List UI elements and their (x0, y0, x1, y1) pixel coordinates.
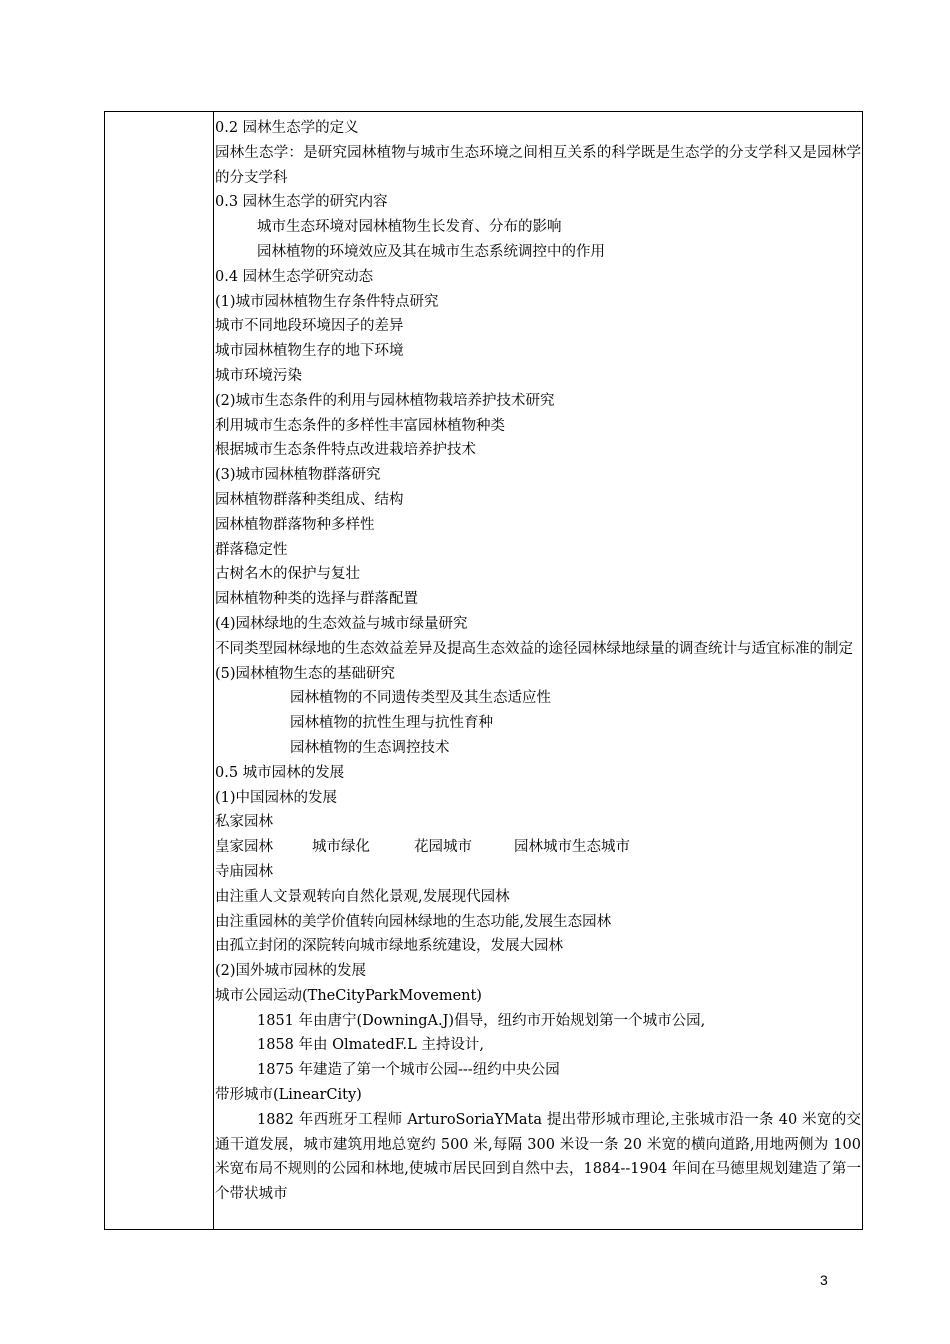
stages-row (215, 835, 861, 860)
content-lines-after (215, 860, 861, 1207)
text-line: 由孤立封闭的深院转向城市绿地系统建设，发展大园林 (215, 938, 563, 955)
text-line: 园林植物的生态调控技术 (290, 739, 450, 756)
text-line: 群落稳定性 (215, 541, 288, 558)
text-line: 城市不同地段环境因子的差异 (215, 318, 404, 335)
text-line: 园林植物的不同遗传类型及其生态适应性 (290, 690, 551, 707)
text-line: 园林生态学：是研究园林植物与城市生态环境之间相互关系的科学既是生态学的分支学科又是园林学的分支学科 (215, 144, 861, 186)
text-line: 1858 年由 OlmatedF.L 主持设计, (257, 1037, 484, 1054)
stage-item: 城市绿化 (312, 839, 370, 856)
text-line: 城市生态环境对园林植物生长发育、分布的影响 (257, 219, 562, 236)
text-line: 园林植物的环境效应及其在城市生态系统调控中的作用 (257, 243, 605, 260)
left-column-cell (105, 112, 214, 1229)
content-lines (215, 116, 861, 835)
text-line: (2)城市生态条件的利用与园林植物栽培养护技术研究 (215, 392, 555, 409)
text-line: (2)国外城市园林的发展 (215, 963, 367, 980)
text-line: 根据城市生态条件特点改进栽培养护技术 (215, 442, 476, 459)
text-line: 由注重人文景观转向自然化景观,发展现代园林 (215, 888, 510, 905)
stage-item: 花园城市 (414, 839, 472, 856)
text-line: 园林植物群落种类组成、结构 (215, 491, 404, 508)
text-line: 0.4 园林生态学研究动态 (215, 268, 374, 285)
text-line: 园林植物种类的选择与群落配置 (215, 591, 418, 608)
text-line: 0.3 园林生态学的研究内容 (215, 194, 388, 211)
text-line: 0.2 园林生态学的定义 (215, 120, 359, 136)
text-line: 由注重园林的美学价值转向园林绿地的生态功能,发展生态园林 (215, 913, 612, 930)
text-line: 1882 年西班牙工程师 ArturoSoriaYMata 提出带形城市理论,主张城市沿一条 40 米宽的交通干道发展，城市建筑用地总宽约 500 米,每隔 300 米设一条 20 米宽的横向道路,用地两侧为 100 米宽布局不规则的公园和林地,使城市居民回到自然中去，1884--1904 年间在马德里规划建造了第一个带状城市 (215, 1111, 861, 1203)
document-table (104, 111, 863, 1230)
text-line: (1)城市园林植物生存条件特点研究 (215, 293, 439, 310)
text-line: 城市公园运动(TheCityParkMovement) (215, 987, 482, 1004)
text-line: 不同类型园林绿地的生态效益差异及提高生态效益的途径园林绿地绿量的调查统计与适宜标准的制定 (215, 640, 853, 657)
text-line: 1851 年由唐宁(DowningA.J)倡导，纽约市开始规划第一个城市公园, (257, 1012, 706, 1029)
text-line: 园林植物的抗性生理与抗性育种 (290, 715, 493, 732)
page-number: 3 (820, 1272, 828, 1288)
text-line: 古树名木的保护与复壮 (215, 566, 360, 583)
stage-item: 皇家园林 (215, 839, 273, 856)
text-line: 私家园林 (215, 814, 273, 831)
text-line: 0.5 城市园林的发展 (215, 764, 345, 781)
text-line: (3)城市园林植物群落研究 (215, 467, 381, 484)
text-line: (5)园林植物生态的基础研究 (215, 665, 396, 682)
text-line: 园林植物群落物种多样性 (215, 516, 375, 533)
content-cell (215, 116, 861, 1207)
text-line: 带形城市(LinearCity) (215, 1087, 362, 1104)
text-line: (4)园林绿地的生态效益与城市绿量研究 (215, 615, 468, 632)
text-line: 利用城市生态条件的多样性丰富园林植物种类 (215, 417, 505, 434)
text-line: (1)中国园林的发展 (215, 789, 338, 806)
text-line: 1875 年建造了第一个城市公园---纽约中央公园 (257, 1062, 560, 1079)
stage-item: 园林城市生态城市 (514, 839, 630, 856)
text-line: 寺庙园林 (215, 863, 273, 880)
text-line: 城市环境污染 (215, 367, 302, 384)
text-line: 城市园林植物生存的地下环境 (215, 343, 404, 360)
